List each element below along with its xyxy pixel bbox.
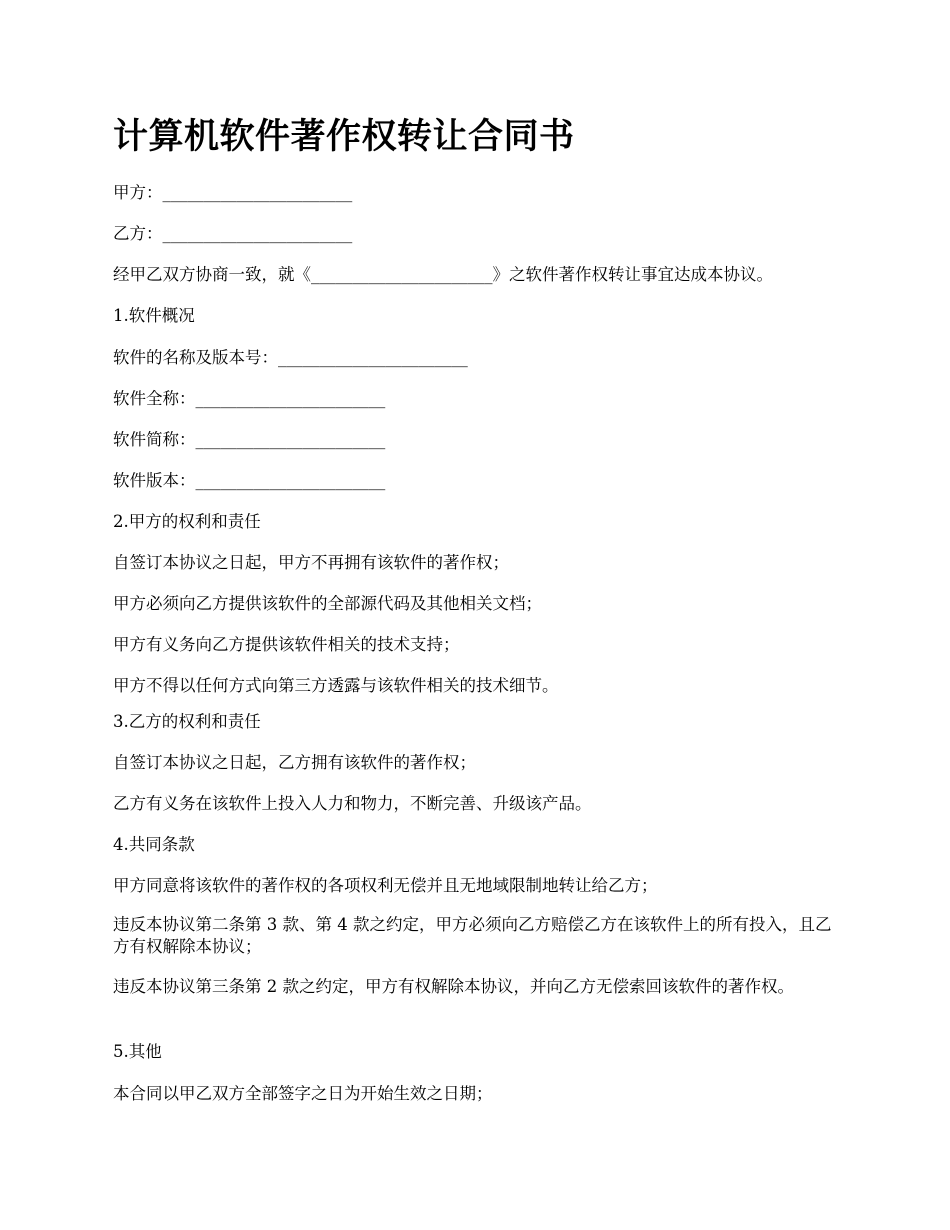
clause-paragraph: 甲方同意将该软件的著作权的各项权利无偿并且无地域限制地转让给乙方；: [113, 876, 658, 895]
software-name-version-field: 软件的名称及版本号：_______________________: [113, 348, 468, 367]
clause-paragraph: 甲方必须向乙方提供该软件的全部源代码及其他相关文档；: [113, 594, 542, 613]
clause-paragraph: 甲方不得以任何方式向第三方透露与该软件相关的技术细节。: [113, 676, 559, 695]
section-heading-party-a: 2.甲方的权利和责任: [113, 512, 261, 531]
party-b-field: 乙方：_______________________: [113, 224, 353, 243]
section-heading-party-b: 3.乙方的权利和责任: [113, 712, 261, 731]
section-heading-other: 5.其他: [113, 1042, 162, 1061]
document-title: 计算机软件著作权转让合同书: [113, 117, 575, 157]
party-a-field: 甲方：_______________________: [113, 183, 353, 202]
software-short-name-field: 软件简称：_______________________: [113, 430, 386, 449]
clause-paragraph: 违反本协议第三条第 2 款之约定，甲方有权解除本协议，并向乙方无偿索回该软件的著作权。: [113, 977, 794, 996]
section-heading-common-terms: 4.共同条款: [113, 835, 195, 854]
section-heading-software-overview: 1.软件概况: [113, 306, 195, 325]
software-full-name-field: 软件全称：_______________________: [113, 389, 386, 408]
clause-paragraph: 甲方有义务向乙方提供该软件相关的技术支持；: [113, 635, 460, 654]
preamble-paragraph: 经甲乙双方协商一致，就《______________________》之软件著作权转让事宜达成本协议。: [113, 265, 773, 284]
clause-paragraph: 乙方有义务在该软件上投入人力和物力，不断完善、升级该产品。: [113, 794, 592, 813]
clause-paragraph: 本合同以甲乙双方全部签字之日为开始生效之日期；: [113, 1084, 493, 1103]
clause-paragraph: 自签订本协议之日起，甲方不再拥有该软件的著作权；: [113, 553, 509, 572]
clause-paragraph: 自签订本协议之日起，乙方拥有该软件的著作权；: [113, 753, 476, 772]
software-version-field: 软件版本：_______________________: [113, 471, 386, 490]
clause-paragraph: 违反本协议第二条第 3 款、第 4 款之约定，甲方必须向乙方赔偿乙方在该软件上的所有投入，且乙方有权解除本协议；: [113, 915, 832, 956]
